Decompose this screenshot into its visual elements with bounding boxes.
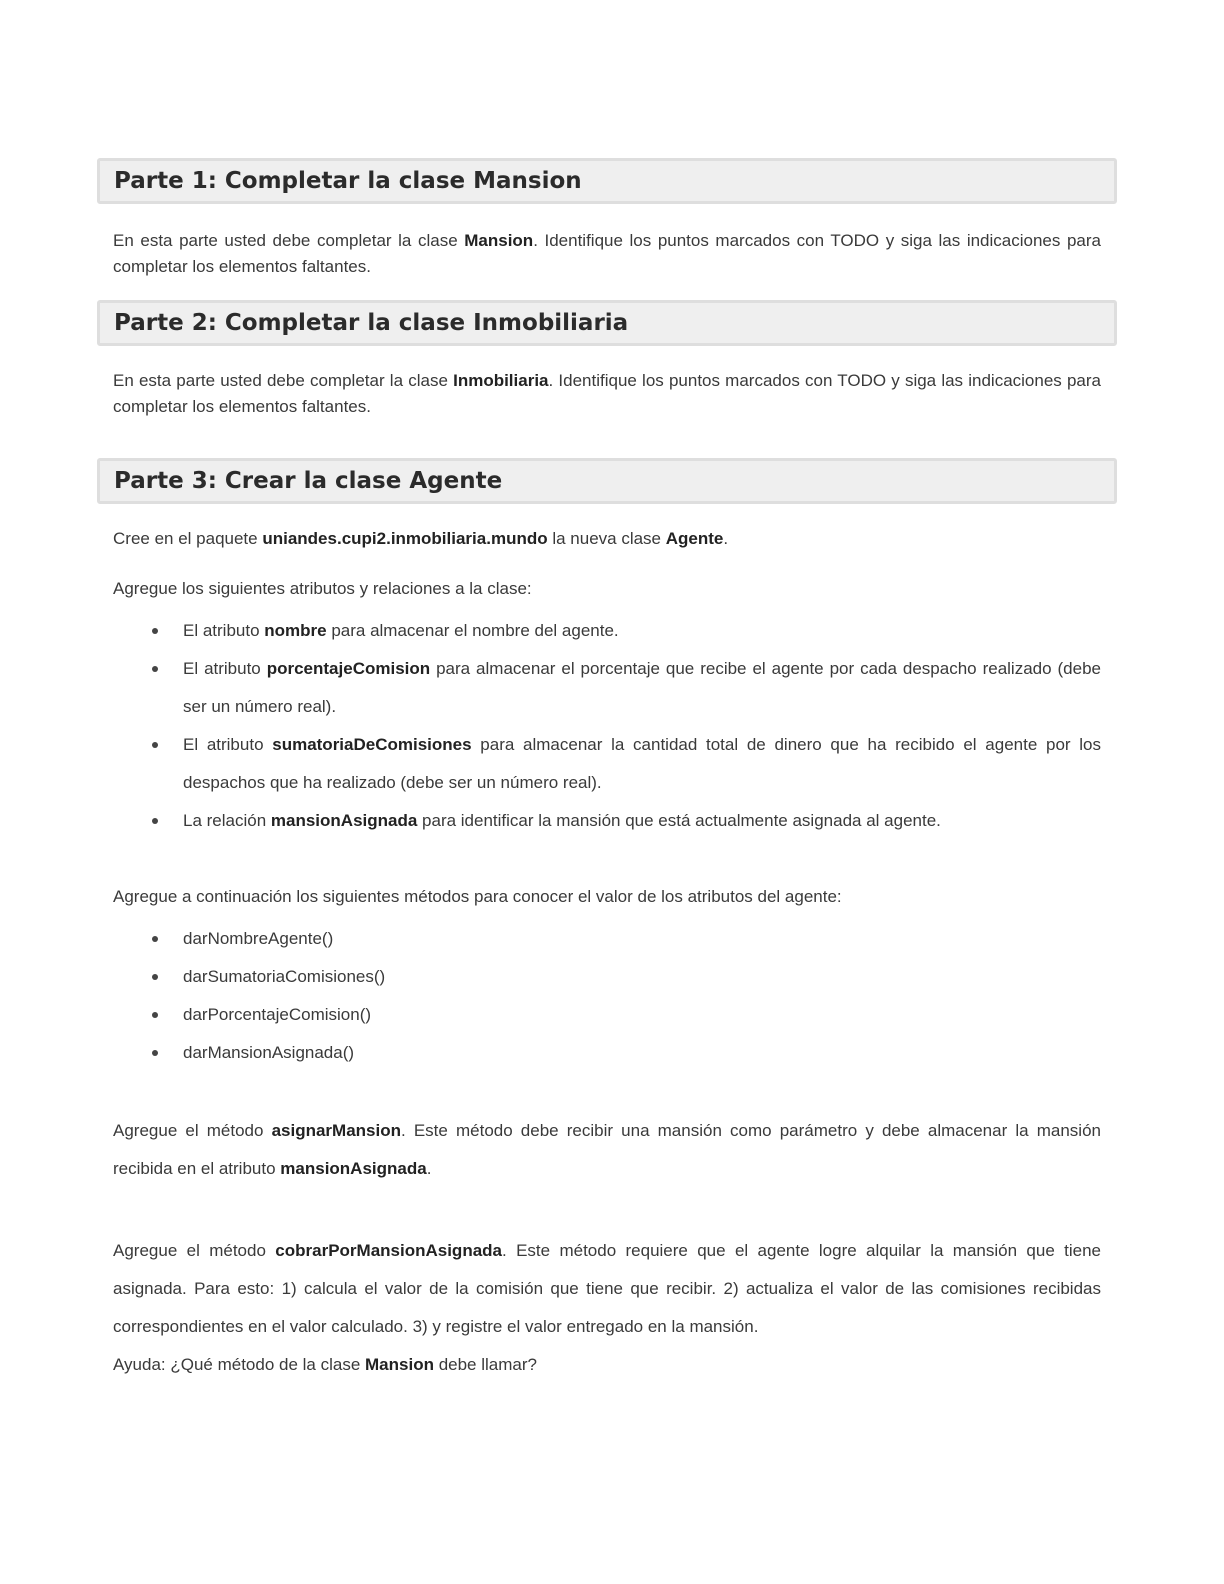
list-item <box>183 650 1101 726</box>
section-2-title: Parte 2: Completar la clase Inmobiliaria <box>114 310 629 336</box>
package-name: uniandes.cupi2.inmobiliaria.mundo <box>262 529 548 548</box>
section-2-paragraph <box>97 368 1117 420</box>
text-span: debe llamar? <box>433 1355 537 1374</box>
list-item <box>183 612 1101 650</box>
attribute-name: nombre <box>264 621 327 640</box>
text-span: Ayuda: ¿Qué método de la clase <box>113 1355 366 1374</box>
method-name: cobrarPorMansionAsignada <box>275 1241 502 1260</box>
text-span: para almacenar el porcentaje que recibe el agente por cada despacho realizado (debe ser un número real). <box>183 659 1101 716</box>
text-span: . Identifique los puntos marcados con TODO y siga las indicaciones para completar los elementos faltantes. <box>113 231 1101 276</box>
list-item: darPorcentajeComision() <box>183 996 1101 1034</box>
text-span: La relación <box>183 811 271 830</box>
attribute-name: mansionAsignada <box>280 1159 427 1178</box>
cobrar-method-paragraph <box>97 1232 1117 1346</box>
class-name-inmobiliaria: Inmobiliaria <box>453 371 549 390</box>
text-span: para identificar la mansión que está actualmente asignada al agente. <box>417 811 941 830</box>
list-item <box>183 726 1101 802</box>
attributes-list <box>97 612 1117 840</box>
text-span: . Este método requiere que el agente logre alquilar la mansión que tiene asignada. Para esto: 1) calcula el valor de la comisión que tiene que recibir. 2) actualiza el valor de las comisiones recibidas correspondientes en el valor calculado. 3) y registre el valor entregado en la mansión. <box>113 1241 1101 1336</box>
list-item: darMansionAsignada() <box>183 1034 1101 1072</box>
text-span: para almacenar la cantidad total de dinero que ha recibido el agente por los despachos que ha realizado (debe ser un número real). <box>183 735 1101 792</box>
text-span: Agregue el método <box>113 1241 276 1260</box>
section-1-header <box>97 158 1117 204</box>
text-span: para almacenar el nombre del agente. <box>326 621 619 640</box>
relation-name: mansionAsignada <box>270 811 418 830</box>
methods-intro: Agregue a continuación los siguientes métodos para conocer el valor de los atributos del agente: <box>113 887 842 906</box>
text-span: El atributo <box>183 735 273 754</box>
section-1-paragraph <box>97 228 1117 280</box>
section-3-header <box>97 458 1117 504</box>
attributes-intro: Agregue los siguientes atributos y relaciones a la clase: <box>113 579 532 598</box>
document-page <box>97 158 1117 1384</box>
text-span: En esta parte usted debe completar la clase <box>113 231 465 250</box>
text-span: El atributo <box>183 659 267 678</box>
asignar-method-paragraph <box>97 1112 1117 1188</box>
list-item <box>183 802 1101 840</box>
list-item: darSumatoriaComisiones() <box>183 958 1101 996</box>
method-name: asignarMansion <box>271 1121 401 1140</box>
section-2-header <box>97 300 1117 346</box>
section-3-title: Parte 3: Crear la clase Agente <box>114 468 503 494</box>
text-span: . Este método debe recibir una mansión como parámetro y debe almacenar la mansión recibida en el atributo <box>113 1121 1101 1178</box>
class-name-mansion: Mansion <box>464 231 534 250</box>
text-span: . <box>426 1159 432 1178</box>
attribute-name: sumatoriaDeComisiones <box>272 735 472 754</box>
text-span: . Identifique los puntos marcados con TODO y siga las indicaciones para completar los elementos faltantes. <box>113 371 1101 416</box>
class-name-agente: Agente <box>665 529 724 548</box>
attribute-name: porcentajeComision <box>266 659 431 678</box>
text-span: En esta parte usted debe completar la clase <box>113 371 454 390</box>
methods-list <box>97 920 1117 1072</box>
section-3-intro <box>97 526 1117 552</box>
text-span: El atributo <box>183 621 265 640</box>
text-span: Agregue el método <box>113 1121 272 1140</box>
list-item: darNombreAgente() <box>183 920 1101 958</box>
section-1-title: Parte 1: Completar la clase Mansion <box>114 168 582 194</box>
class-name-mansion: Mansion <box>365 1355 434 1374</box>
text-span: Cree en el paquete <box>113 529 263 548</box>
help-note <box>97 1346 1117 1384</box>
text-span: la nueva clase <box>547 529 666 548</box>
text-span: . <box>723 529 729 548</box>
